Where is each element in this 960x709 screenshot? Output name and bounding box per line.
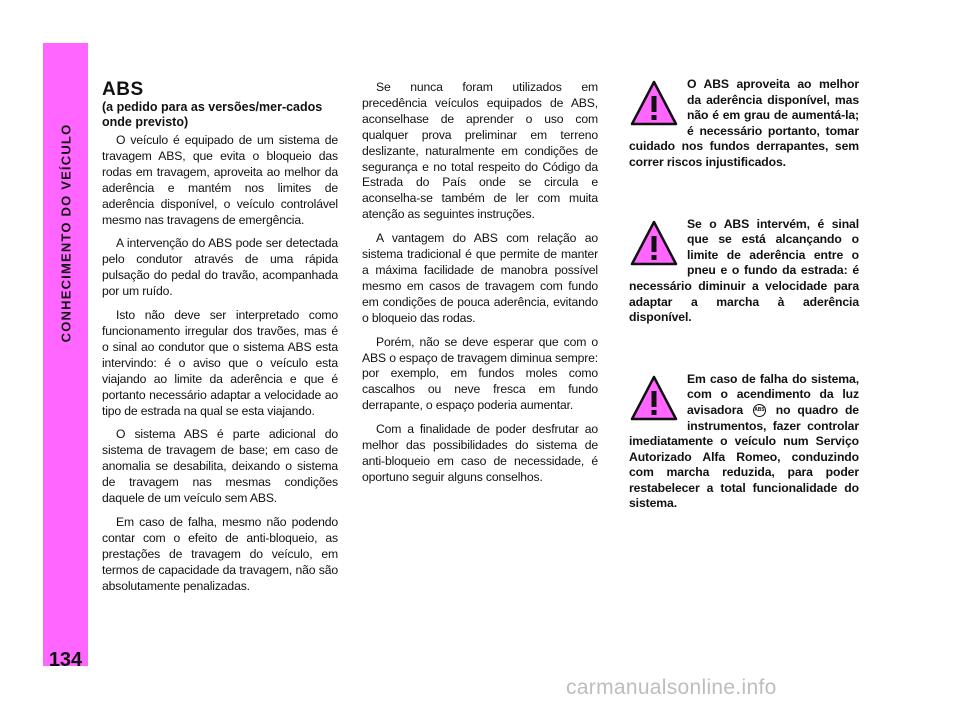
warning-triangle-icon <box>629 219 679 267</box>
watermark: carmanualsonline.info <box>566 676 777 699</box>
paragraph: O sistema ABS é parte adicional do sistema de travagem de base; em caso de anomalia se desabilita, deixando o sistema de travagem nas mesmas condições daquele de um veículo sem ABS. <box>102 427 338 506</box>
paragraph: Isto não deve ser interpretado como funcionamento irregular dos travões, mas é o sinal ao condutor que o sistema ABS esta intervindo: é o aviso que o veículo esta viajando ao limite da aderência e que é portanto necessário adaptar a velocidade ao tipo de estrada na qual se esta viajando. <box>102 308 338 418</box>
section-heading: ABS <box>102 79 144 100</box>
warning-note <box>629 77 859 171</box>
sidebar <box>43 43 88 671</box>
paragraph: Se nunca foram utilizados em precedência veículos equipados de ABS, aconselhase de aprender o uso com qualquer prova preliminar em terreno deslizante, naturalmente em condições de segurança e no total respeito do Código da Estrada do País onde se circula e aconselha-se também de ler com muita atenção as seguintes instruções. <box>362 80 598 222</box>
warning-text: Se o ABS intervém, é sinal que se está alcançando o limite de aderência entre o pneu e o fundo da estrada: é necessário diminuir a velocidade para adaptar a marcha à aderência disponível. <box>629 216 859 325</box>
warning-note <box>629 372 859 512</box>
column-2 <box>362 80 598 494</box>
column-1 <box>102 80 338 602</box>
section-subtitle: (a pedido para as versões/mer-cados onde previsto) <box>102 100 323 129</box>
warning-triangle-icon <box>629 374 679 422</box>
paragraph: A vantagem do ABS com relação ao sistema tradicional é que permite de manter a máxima facilidade de manobra possível mesmo em casos de travagem com fundo em condições de pouca aderência, evitando o bloqueio das rodas. <box>362 231 598 325</box>
paragraph: O veículo é equipado de um sistema de travagem ABS, que evita o bloqueio das rodas em travagem, aproveita ao melhor da aderência e mantém nos limites de aderência disponível, o veículo controlável mesmo nas travagens de emergência. <box>102 133 338 227</box>
warning-triangle-icon <box>629 79 679 127</box>
warning-note <box>629 217 859 326</box>
paragraph: Porém, não se deve esperar que com o ABS o espaço de travagem diminua sempre: por exemplo, em fundos moles como cascalhos ou neve fresca em fundo derrapante, o espaço poderia aumentar. <box>362 334 598 413</box>
paragraph: Em caso de falha, mesmo não podendo contar com o efeito de anti-bloqueio, as prestações de travagem do veículo, em termos de capacidade da travagem, não são absolutamente penalizadas. <box>102 514 338 593</box>
column-3-warnings <box>629 77 859 512</box>
abs-warning-light-icon: ABS <box>753 404 766 417</box>
page-number: 134 <box>48 649 83 671</box>
warning-text: O ABS aproveita ao melhor da aderência disponível, mas não é em grau de aumentá-la; é necessário portanto, tomar cuidado nos fundos derrapantes, sem correr riscos injustificados. <box>629 77 859 169</box>
paragraph: A intervenção do ABS pode ser detectada pelo condutor através de uma rápida pulsação do pedal do travão, acompanhada por um ruído. <box>102 236 338 299</box>
warning-text-after: no quadro de instrumentos, fazer controlar imediatamente o veículo num Serviço Autorizado Alfa Romeo, conduzindo com marcha reduzida, para poder restabelecer a total funcionalidade do sistema. <box>629 402 859 511</box>
paragraph: Com a finalidade de poder desfrutar ao melhor das possibilidades do sistema de anti-bloqueio em caso de necessidade, é oportuno seguir alguns conselhos. <box>362 422 598 484</box>
section-title-vertical <box>43 43 88 423</box>
warning-text-before: Em caso de falha do sistema, com o acendimento da luz avisadora <box>687 371 859 417</box>
section-title-text: CONHECIMENTO DO VEÍCULO <box>58 123 73 343</box>
